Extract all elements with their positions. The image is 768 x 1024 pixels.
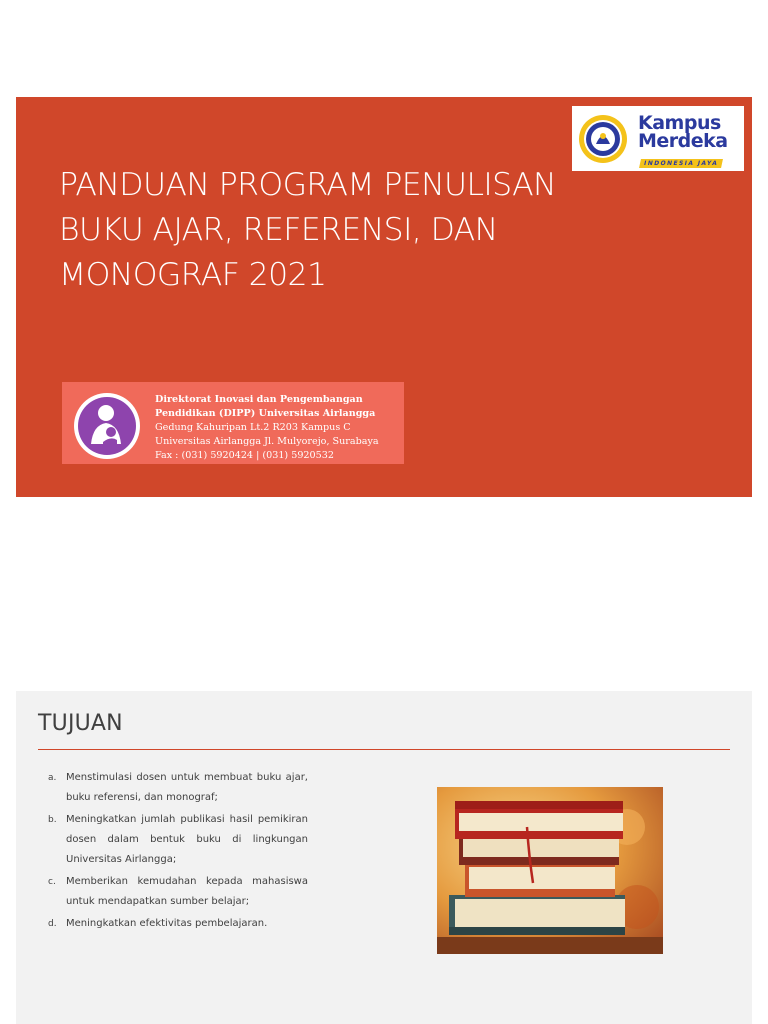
title-slide <box>16 97 752 497</box>
dipp-line-3: Gedung Kahuripan Lt.2 R203 Kampus C <box>155 422 351 433</box>
list-item <box>48 872 308 912</box>
title-divider <box>38 749 730 750</box>
list-item-text: Meningkatkan efektivitas pembelajaran. <box>66 918 268 929</box>
dipp-line-4: Universitas Airlangga Jl. Mulyorejo, Surabaya <box>155 436 379 447</box>
dipp-line-5: Fax : (031) 5920424 | (031) 5920532 <box>155 450 334 461</box>
dipp-line-1: Direktorat Inovasi dan Pengembangan <box>155 394 363 405</box>
tujuan-slide <box>16 691 752 1024</box>
teacher-student-icon <box>73 392 141 460</box>
list-item-text: Memberikan kemudahan kepada mahasiswa untuk mendapatkan sumber belajar; <box>66 876 308 907</box>
kampus-merdeka-logo <box>572 106 744 171</box>
section-title: TUJUAN <box>38 711 123 736</box>
logo-line-1: Kampus <box>638 112 721 134</box>
list-item-text: Meningkatkan jumlah publikasi hasil pemikiran dosen dalam bentuk buku di lingkungan Universitas Airlangga; <box>66 814 308 865</box>
slide-title: PANDUAN PROGRAM PENULISAN BUKU AJAR, REFERENSI, DAN MONOGRAF 2021 <box>59 167 557 293</box>
dipp-info-box <box>62 382 404 464</box>
objectives-list <box>48 768 308 936</box>
university-seal-icon <box>578 114 628 164</box>
list-item <box>48 810 308 870</box>
logo-band: INDONESIA JAYA <box>639 159 723 168</box>
list-item <box>48 914 308 934</box>
list-marker: c. <box>48 877 56 887</box>
list-marker: a. <box>48 773 57 783</box>
dipp-line-2: Pendidikan (DIPP) Universitas Airlangga <box>155 408 376 419</box>
stack-of-books-image <box>437 787 663 954</box>
list-item <box>48 768 308 808</box>
list-item-text: Menstimulasi dosen untuk membuat buku ajar, buku referensi, dan monograf; <box>66 772 308 803</box>
list-marker: b. <box>48 815 57 825</box>
list-marker: d. <box>48 919 57 929</box>
logo-line-2: Merdeka <box>638 130 728 152</box>
